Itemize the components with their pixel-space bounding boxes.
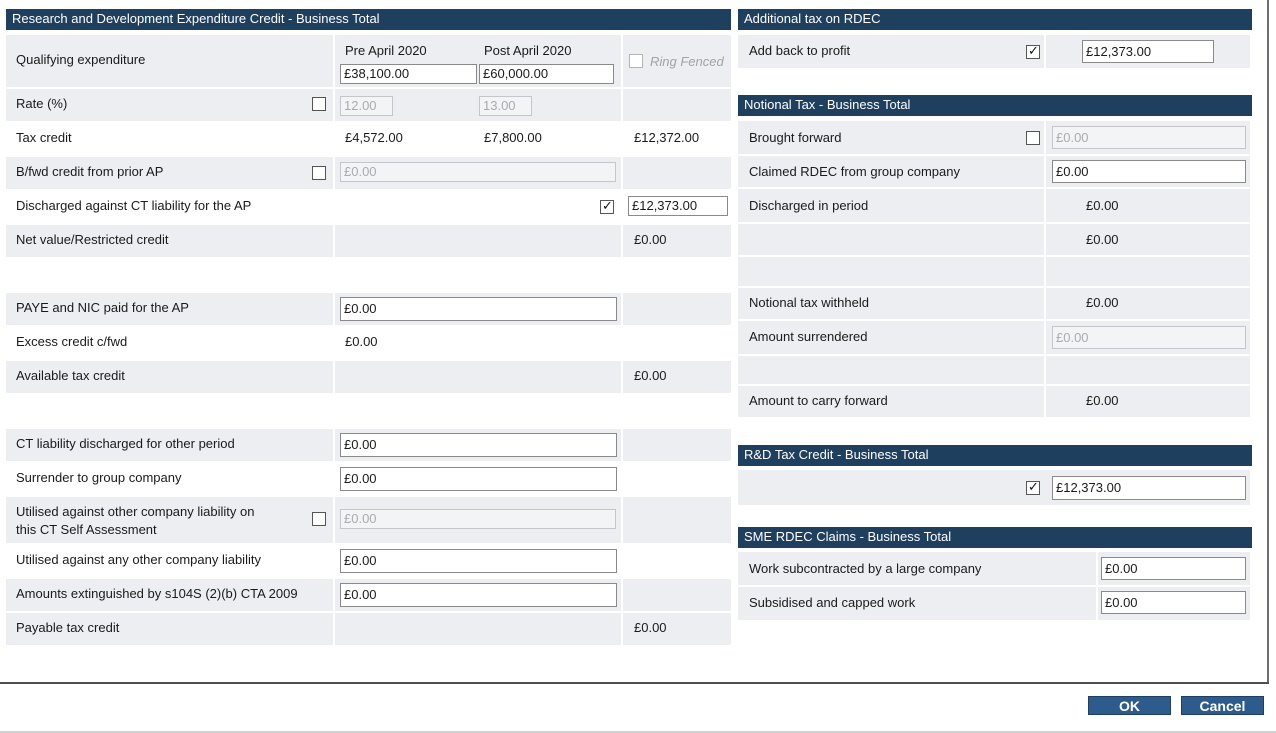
amount-surrendered-input[interactable]: £0.00	[1052, 326, 1246, 349]
claimed-rdec-label: Claimed RDEC from group company	[749, 164, 960, 179]
utilised-this-checkbox[interactable]	[312, 512, 326, 526]
notional-withheld-value: £0.00	[1086, 295, 1119, 310]
row-net-values-cell	[335, 225, 621, 257]
row-ct-other-total-cell	[623, 429, 731, 461]
row-rate-total-cell	[623, 89, 731, 121]
excess-credit-label: Excess credit c/fwd	[16, 334, 128, 349]
notional-blank-row-value: £0.00	[1086, 232, 1119, 247]
bfwd-override-checkbox[interactable]	[312, 166, 326, 180]
available-credit-total: £0.00	[634, 368, 667, 383]
row-paye-total-cell	[623, 293, 731, 325]
bfwd-credit-input[interactable]: £0.00	[340, 162, 616, 182]
tax-credit-total-value: £12,372.00	[634, 130, 700, 145]
net-value-label: Net value/Restricted credit	[16, 232, 169, 247]
panel-title-notional-tax: Notional Tax - Business Total	[738, 95, 1252, 116]
discharged-ct-checkbox[interactable]	[600, 200, 614, 214]
brought-forward-input[interactable]: £0.00	[1052, 126, 1246, 149]
payable-credit-label: Payable tax credit	[16, 620, 120, 635]
bfwd-credit-label: B/fwd credit from prior AP	[16, 164, 164, 179]
content-right-border	[1267, 0, 1269, 683]
claimed-rdec-input[interactable]: £0.00	[1052, 160, 1246, 183]
rate-label: Rate (%)	[16, 96, 68, 111]
brought-forward-label: Brought forward	[749, 130, 842, 145]
col-header-post-april: Post April 2020	[484, 43, 572, 58]
row-spacer2-value-cell	[1046, 356, 1250, 384]
surrender-group-input[interactable]: £0.00	[340, 467, 617, 491]
tax-credit-label: Tax credit	[16, 130, 72, 145]
row-utilised-this-total-cell	[623, 497, 731, 543]
row-withheld-value-cell	[1046, 288, 1250, 319]
row-available-values-cell	[335, 361, 621, 393]
ct-other-period-input[interactable]: £0.00	[340, 433, 617, 457]
net-value-total: £0.00	[634, 232, 667, 247]
utilised-any-label: Utilised against any other company liability	[16, 552, 261, 567]
rd-credit-checkbox[interactable]	[1026, 481, 1040, 495]
subcontracted-input[interactable]: £0.00	[1101, 557, 1246, 580]
discharged-ct-label: Discharged against CT liability for the AP	[16, 198, 252, 213]
carry-forward-label: Amount to carry forward	[749, 393, 888, 408]
col-header-pre-april: Pre April 2020	[345, 43, 427, 58]
qualifying-expenditure-label: Qualifying expenditure	[16, 52, 146, 67]
row-spacer-value-cell	[1046, 257, 1250, 286]
row-extinguished-total-cell	[623, 579, 731, 611]
panel-title-additional-tax: Additional tax on RDEC	[738, 9, 1252, 30]
subsidised-input[interactable]: £0.00	[1101, 591, 1246, 614]
brought-forward-checkbox[interactable]	[1026, 131, 1040, 145]
rate-post-input[interactable]: 13.00	[479, 96, 532, 116]
ring-fenced-label: Ring Fenced	[650, 54, 724, 69]
add-back-input[interactable]: £12,373.00	[1082, 40, 1214, 63]
content-bottom-border	[0, 682, 1269, 684]
payable-credit-total: £0.00	[634, 620, 667, 635]
discharged-ct-input[interactable]: £12,373.00	[628, 196, 728, 216]
row-carry-value-cell	[1046, 386, 1250, 417]
ok-button[interactable]: OK	[1088, 696, 1171, 715]
subsidised-label: Subsidised and capped work	[749, 595, 916, 610]
qualifying-pre-input[interactable]: £38,100.00	[340, 64, 477, 84]
available-credit-label: Available tax credit	[16, 368, 125, 383]
rd-credit-input[interactable]: £12,373.00	[1052, 476, 1246, 500]
tax-credit-pre-value: £4,572.00	[345, 130, 403, 145]
carry-forward-value: £0.00	[1086, 393, 1119, 408]
row-spacer-label-cell	[738, 257, 1044, 286]
row-blank-label-cell	[738, 224, 1044, 255]
utilised-this-label-line2: this CT Self Assessment	[16, 522, 157, 537]
panel-title-sme-rdec: SME RDEC Claims - Business Total	[738, 527, 1252, 548]
cancel-button[interactable]: Cancel	[1181, 696, 1264, 715]
rate-override-checkbox[interactable]	[312, 97, 326, 111]
surrender-group-label: Surrender to group company	[16, 470, 182, 485]
row-spacer2-label-cell	[738, 356, 1044, 384]
panel-title-rd-tax-credit: R&D Tax Credit - Business Total	[738, 445, 1252, 466]
qualifying-post-input[interactable]: £60,000.00	[479, 64, 614, 84]
row-bfwd-total-cell	[623, 157, 731, 189]
row-discharged-value-cell	[1046, 189, 1250, 222]
subcontracted-label: Work subcontracted by a large company	[749, 561, 982, 576]
excess-credit-value: £0.00	[345, 334, 378, 349]
extinguished-label: Amounts extinguished by s104S (2)(b) CTA 2009	[16, 586, 298, 601]
ring-fenced-checkbox[interactable]	[629, 54, 643, 68]
extinguished-input[interactable]: £0.00	[340, 583, 617, 607]
panel-title-rdec: Research and Development Expenditure Credit - Business Total	[6, 9, 731, 30]
notional-withheld-label: Notional tax withheld	[749, 295, 869, 310]
discharged-period-value: £0.00	[1086, 198, 1119, 213]
utilised-this-input[interactable]: £0.00	[340, 509, 616, 529]
tax-credit-post-value: £7,800.00	[484, 130, 542, 145]
paye-nic-label: PAYE and NIC paid for the AP	[16, 300, 189, 315]
add-back-label: Add back to profit	[749, 43, 851, 58]
paye-nic-input[interactable]: £0.00	[340, 297, 617, 321]
ct-other-period-label: CT liability discharged for other period	[16, 436, 235, 451]
rate-pre-input[interactable]: 12.00	[340, 96, 393, 116]
row-payable-values-cell	[335, 613, 621, 645]
amount-surrendered-label: Amount surrendered	[749, 329, 868, 344]
row-blank-value-cell	[1046, 224, 1250, 255]
add-back-checkbox[interactable]	[1026, 45, 1040, 59]
utilised-any-input[interactable]: £0.00	[340, 549, 617, 573]
utilised-this-label-line1: Utilised against other company liability on	[16, 504, 255, 519]
discharged-period-label: Discharged in period	[749, 198, 869, 213]
